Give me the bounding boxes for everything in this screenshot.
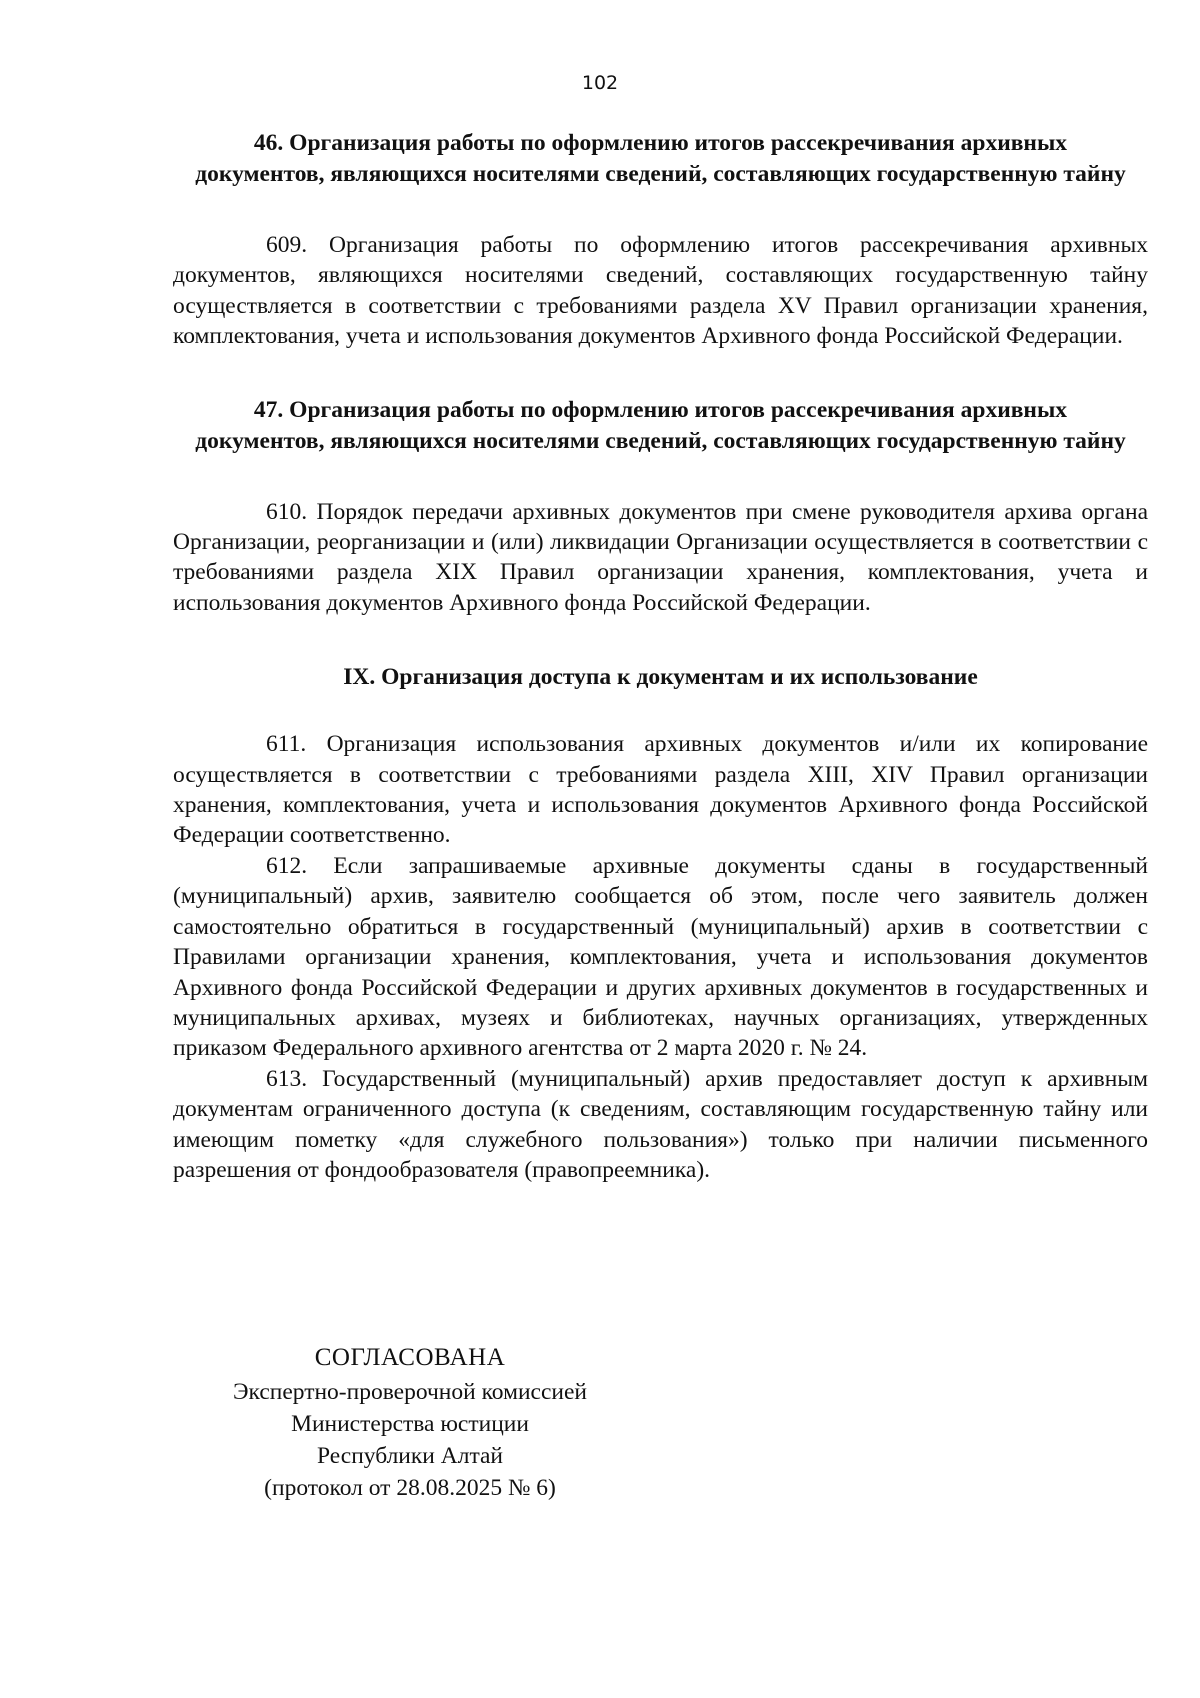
paragraph-609: 609. Организация работы по оформлению итогов рассекречивания архивных документов, являющихся носителями сведений, составляющих государственную тайну осуществляется в соответствии с требованиями раздела XV Правил организации хранения, комплектования, учета и использования документов Архивного фонда Российской Федерации. xyxy=(173,232,1148,350)
section-heading-47: 47. Организация работы по оформлению итогов рассекречивания архивных документов, являющихся носителями сведений, составляющих государственную тайну xyxy=(195,396,1126,454)
chapter-heading-ix: IX. Организация доступа к документам и их использование xyxy=(343,664,978,691)
page-number: 102 xyxy=(581,72,619,94)
approval-protocol: (протокол от 28.08.2025 № 6) xyxy=(264,1475,556,1501)
section-heading-46: 46. Организация работы по оформлению итогов рассекречивания архивных документов, являющихся носителями сведений, составляющих государственную тайну xyxy=(195,130,1126,187)
approval-block xyxy=(170,1342,650,1504)
paragraph-613: 613. Государственный (муниципальный) архив предоставляет доступ к архивным документам ограниченного доступа (к сведениям, составляющим государственную тайну или имеющим пометку «для служебного пользования») только при наличии письменного разрешения от фондообразователя (правопреемника). xyxy=(173,1065,1148,1183)
document-body xyxy=(173,128,1148,1229)
paragraph-610: 610. Порядок передачи архивных документов при смене руководителя архива органа Организации, реорганизации и (или) ликвидации Организации осуществляется в соответствии с требованиями раздела XIX Правил организации хранения, комплектования, учета и использования документов Архивного фонда Российской Федерации. xyxy=(173,498,1148,616)
approval-republic: Республики Алтай xyxy=(316,1443,504,1469)
paragraph-612: 612. Если запрашиваемые архивные документы сданы в государственный (муниципальный) архив, заявителю сообщается об этом, после чего заявитель должен самостоятельно обратиться в государственный (муниципальный) архив в соответствии с Правилами организации хранения, комплектования, учета и использования документов Архивного фонда Российской Федерации и других архивных документов в государственных и муниципальных архивах, музеях и библиотеках, научных организациях, утвержденных приказом Федерального архивного агентства от 2 марта 2020 г. № 24. xyxy=(173,852,1148,1062)
approval-ministry: Министерства юстиции xyxy=(291,1411,529,1437)
paragraph-611: 611. Организация использования архивных документов и/или их копирование осуществляется в соответствии с требованиями раздела XIII, XIV Правил организации хранения, комплектования, учета и использования документов Архивного фонда Российской Федерации соответственно. xyxy=(173,731,1148,849)
approval-title: СОГЛАСОВАНА xyxy=(314,1344,506,1371)
approval-commission: Экспертно-проверочной комиссией xyxy=(232,1379,587,1405)
